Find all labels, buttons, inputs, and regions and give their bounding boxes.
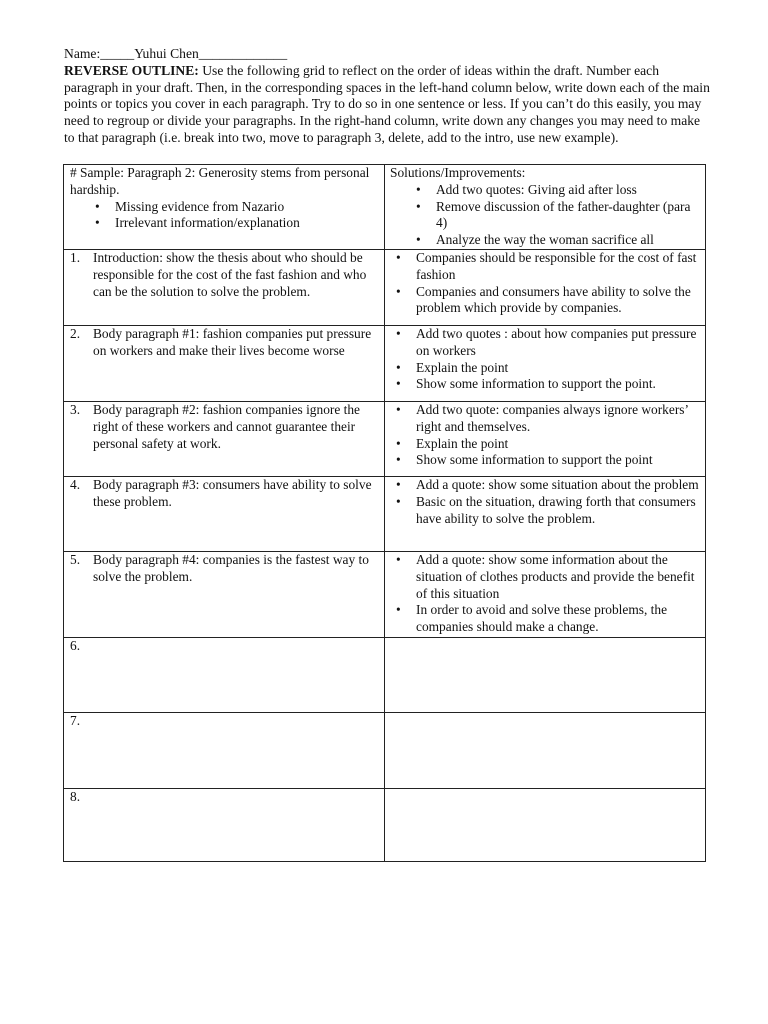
paragraph-topic-text: Body paragraph #2: fashion companies ignore the right of these workers and cannot guarantee their personal safety at work. [93, 401, 360, 451]
reverse-outline-grid [63, 164, 706, 862]
improvements-list [390, 250, 700, 317]
paragraph-topic-cell [64, 788, 385, 861]
paragraph-topic-cell [64, 551, 385, 637]
list-item: • Irrelevant information/explanation [69, 215, 379, 232]
paragraph-number: 6. [70, 637, 81, 653]
outline-row [64, 401, 706, 476]
improvements-list [390, 326, 700, 393]
sample-right-bullets [390, 182, 700, 249]
paragraph-number: 5. [70, 551, 81, 567]
paragraph-topic [69, 326, 379, 360]
instructions-label: REVERSE OUTLINE: [64, 62, 199, 78]
paragraph-number: 7. [70, 712, 81, 728]
improvements-cell [385, 637, 706, 712]
paragraph-topic-text: Body paragraph #1: fashion companies put pressure on workers and make their lives become worse [93, 325, 372, 358]
list-item: • Companies and consumers have ability to solve the problem which provide by companies. [390, 284, 700, 318]
paragraph-topic-cell [64, 637, 385, 712]
paragraph-topic-cell [64, 401, 385, 476]
outline-row [64, 712, 706, 788]
improvements-cell [385, 401, 706, 476]
improvements-cell [385, 551, 706, 637]
paragraph-topic [69, 477, 379, 511]
sample-paragraph-summary: # Sample: Paragraph 2: Generosity stems from personal hardship. [70, 165, 370, 197]
paragraph-topic-cell [64, 325, 385, 401]
sample-left-cell [64, 165, 385, 250]
paragraph-topic-cell [64, 249, 385, 325]
reverse-outline-instructions [64, 63, 714, 147]
paragraph-topic-text: Body paragraph #4: companies is the fastest way to solve the problem. [93, 551, 369, 584]
list-item: • Show some information to support the point [390, 452, 700, 469]
list-item: • Explain the point [390, 360, 700, 377]
paragraph-topic [69, 402, 379, 452]
sample-row [64, 165, 706, 250]
worksheet-header [64, 46, 714, 147]
improvements-list [390, 477, 700, 527]
list-item: • Remove discussion of the father-daughter (para 4) [390, 199, 700, 233]
outline-row [64, 788, 706, 861]
improvements-cell [385, 712, 706, 788]
paragraph-topic [69, 250, 379, 300]
sample-right-cell [385, 165, 706, 250]
list-item: • Add two quotes : about how companies put pressure on workers [390, 326, 700, 360]
list-item: • Add two quote: companies always ignore workers’ right and themselves. [390, 402, 700, 436]
list-item: • Basic on the situation, drawing forth that consumers have ability to solve the problem. [390, 494, 700, 528]
list-item: • Add two quotes: Giving aid after loss [390, 182, 700, 199]
paragraph-number: 4. [70, 476, 81, 492]
list-item: • Companies should be responsible for the cost of fast fashion [390, 250, 700, 284]
outline-row [64, 325, 706, 401]
paragraph-number: 8. [70, 788, 81, 804]
improvements-cell [385, 249, 706, 325]
improvements-list [390, 552, 700, 636]
instructions-text: Use the following grid to reflect on the order of ideas within the draft. Number each paragraph in your draft. Then, in the corresponding spaces in the left-hand column below, write down each of the main points or topics you cover in each paragraph. Try to do so in one sentence or less. If you can’t do this easily, you may need to regroup or divide your paragraphs. In the right-hand column, write down any changes you may need to make to that paragraph (i.e. break into two, move to paragraph 3, delete, add to the intro, use new example). [64, 62, 710, 145]
outline-row [64, 249, 706, 325]
paragraph-topic-text: Introduction: show the thesis about who should be responsible for the cost of the fast fashion and who can be the solution to solve the problem. [93, 249, 367, 299]
paragraph-topic-text: Body paragraph #3: consumers have ability to solve these problem. [93, 476, 372, 509]
outline-row [64, 476, 706, 551]
solutions-heading: Solutions/Improvements: [390, 165, 526, 180]
list-item: • Explain the point [390, 436, 700, 453]
student-name-line: Name:_____Yuhui Chen_____________ [64, 46, 288, 61]
list-item: • Analyze the way the woman sacrifice all [390, 232, 700, 249]
list-item: • Show some information to support the point. [390, 376, 700, 393]
improvements-list [390, 402, 700, 469]
paragraph-topic-cell [64, 712, 385, 788]
list-item: • Missing evidence from Nazario [69, 199, 379, 216]
paragraph-number: 3. [70, 401, 81, 417]
list-item: • In order to avoid and solve these problems, the companies should make a change. [390, 602, 700, 636]
paragraph-topic-cell [64, 476, 385, 551]
paragraph-topic [69, 552, 379, 586]
list-item: • Add a quote: show some situation about the problem [390, 477, 700, 494]
improvements-cell [385, 325, 706, 401]
paragraph-number: 2. [70, 325, 81, 341]
sample-left-bullets [69, 199, 379, 233]
improvements-cell [385, 476, 706, 551]
outline-row [64, 637, 706, 712]
list-item: • Add a quote: show some information about the situation of clothes products and provide the benefit of this situation [390, 552, 700, 602]
improvements-cell [385, 788, 706, 861]
paragraph-number: 1. [70, 249, 81, 265]
outline-row [64, 551, 706, 637]
